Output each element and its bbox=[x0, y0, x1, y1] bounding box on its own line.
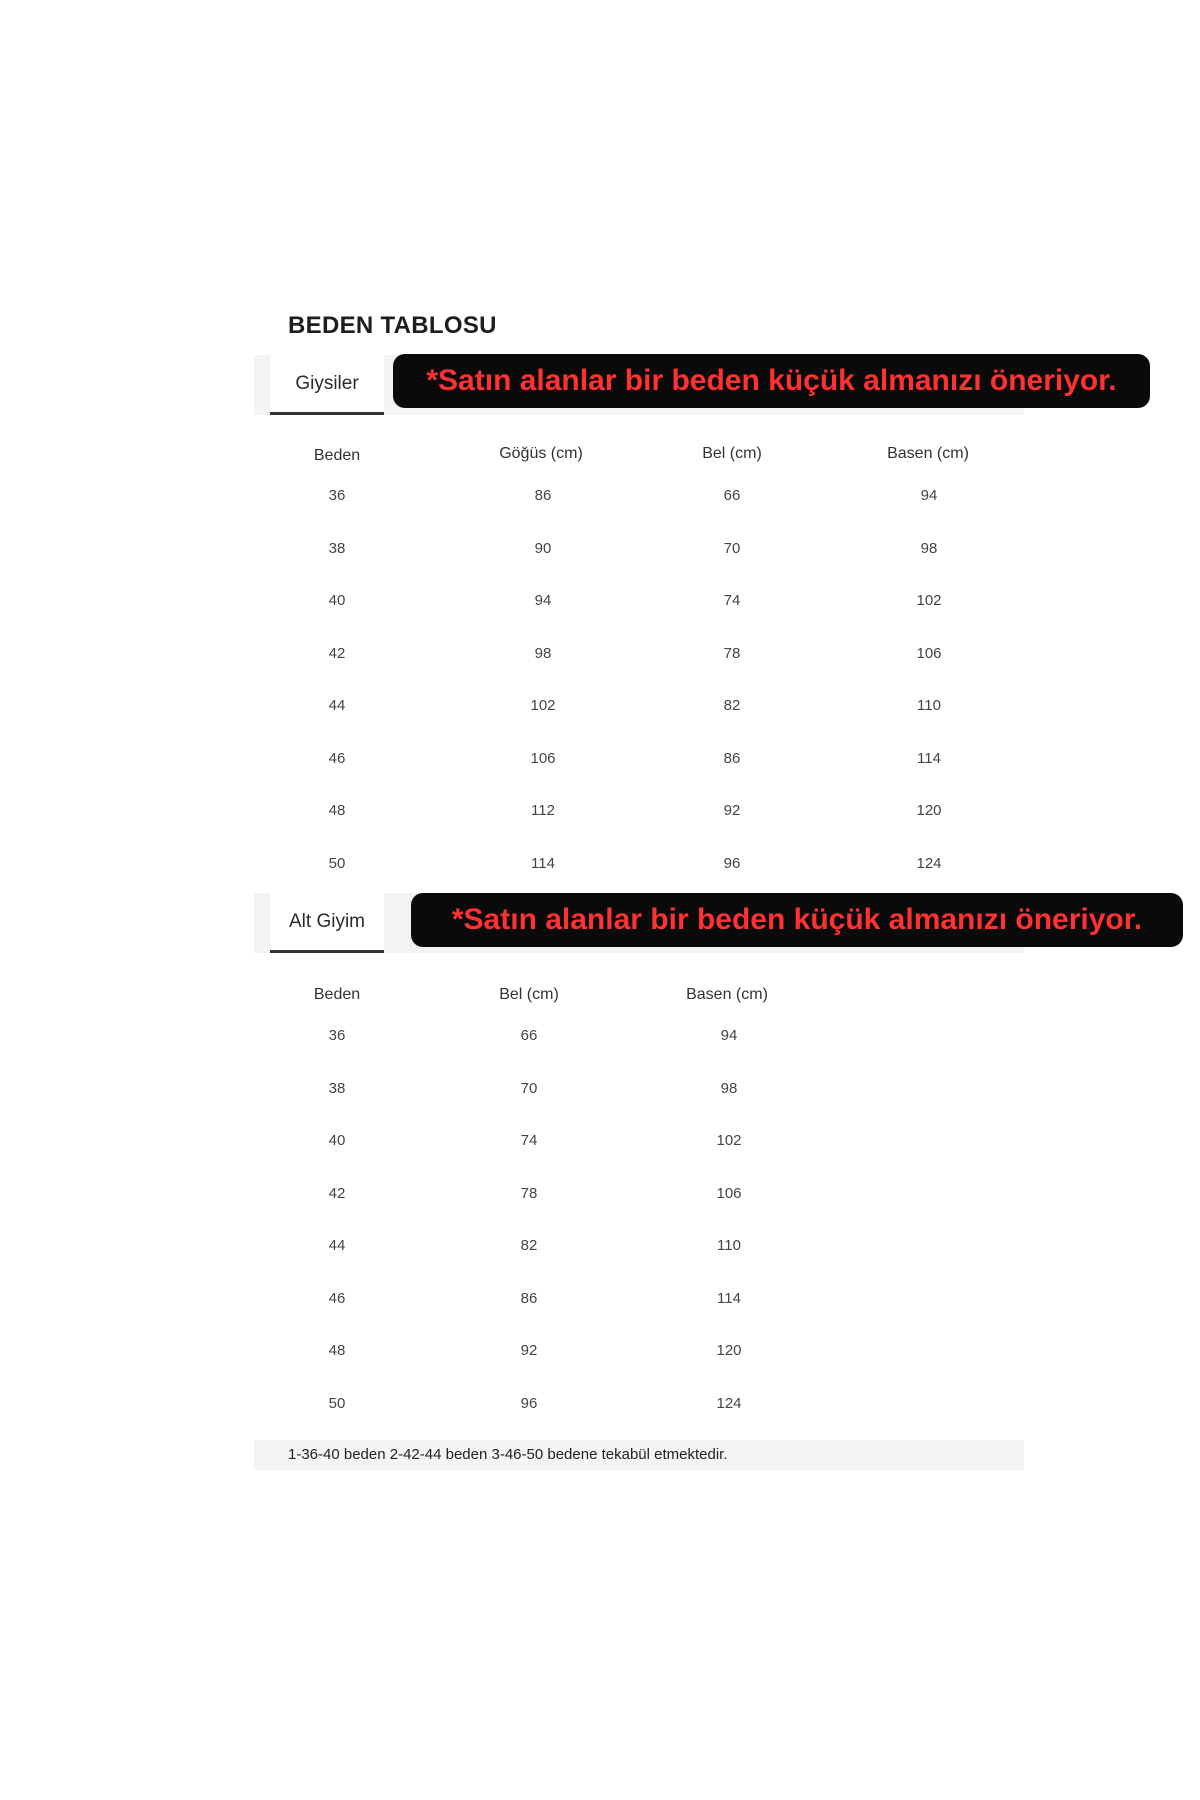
table-cell: 112 bbox=[531, 802, 555, 819]
table-cell: 66 bbox=[723, 487, 741, 504]
table-cell: 94 bbox=[534, 592, 552, 609]
page-title: BEDEN TABLOSU bbox=[288, 312, 497, 339]
table-row bbox=[0, 592, 1200, 622]
table-cell: 48 bbox=[328, 1342, 346, 1359]
header-bel: Bel (cm) bbox=[702, 445, 762, 462]
table-cell: 70 bbox=[723, 539, 741, 557]
table-cell: 78 bbox=[520, 1184, 538, 1202]
table-cell: 38 bbox=[328, 1079, 346, 1097]
table-row bbox=[0, 1290, 1200, 1320]
table-cell: 42 bbox=[328, 1184, 346, 1202]
table-cell: 86 bbox=[534, 487, 552, 504]
header-basen: Basen (cm) bbox=[887, 445, 969, 462]
table-cell: 102 bbox=[916, 592, 942, 609]
table-cell: 40 bbox=[328, 1132, 346, 1149]
table-cell: 46 bbox=[328, 1289, 346, 1307]
table-cell: 50 bbox=[328, 854, 346, 872]
table-cell: 98 bbox=[534, 644, 552, 662]
table-cell: 42 bbox=[328, 644, 346, 662]
table-cell: 48 bbox=[328, 802, 346, 819]
table-cell: 102 bbox=[530, 697, 556, 714]
table-cell: 36 bbox=[328, 1027, 346, 1044]
header-beden: Beden bbox=[313, 986, 361, 1003]
table-cell: 50 bbox=[328, 1394, 346, 1412]
table-cell: 86 bbox=[520, 1289, 538, 1307]
table-cell: 82 bbox=[520, 1237, 538, 1254]
table-row bbox=[0, 1132, 1200, 1162]
table-row bbox=[0, 645, 1200, 675]
table-cell: 110 bbox=[717, 1237, 741, 1254]
size-mapping-footnote: 1-36-40 beden 2-42-44 beden 3-46-50 bedene tekabül etmektedir. bbox=[254, 1440, 1024, 1470]
table-cell: 114 bbox=[917, 749, 941, 767]
table-row bbox=[0, 487, 1200, 517]
size-advice-note-giysiler: *Satın alanlar bir beden küçük almanızı öneriyor. bbox=[393, 354, 1150, 408]
table-row bbox=[0, 802, 1200, 832]
table-cell: 92 bbox=[723, 802, 741, 819]
table-row bbox=[0, 1395, 1200, 1425]
tab-giysiler[interactable]: Giysiler bbox=[270, 355, 384, 415]
table-cell: 94 bbox=[920, 487, 938, 504]
header-basen: Basen (cm) bbox=[686, 986, 768, 1003]
table-cell: 106 bbox=[916, 644, 942, 662]
table-cell: 96 bbox=[520, 1394, 538, 1412]
table-cell: 94 bbox=[720, 1027, 738, 1044]
table-cell: 86 bbox=[723, 749, 741, 767]
table-row bbox=[0, 697, 1200, 727]
table-cell: 114 bbox=[531, 854, 555, 872]
table-cell: 40 bbox=[328, 592, 346, 609]
table-cell: 98 bbox=[920, 539, 938, 557]
table-cell: 96 bbox=[723, 854, 741, 872]
table-row bbox=[0, 1080, 1200, 1110]
table-cell: 78 bbox=[723, 644, 741, 662]
table-cell: 74 bbox=[520, 1132, 538, 1149]
table-row bbox=[0, 750, 1200, 780]
table-row bbox=[0, 1185, 1200, 1215]
table-cell: 102 bbox=[716, 1132, 742, 1149]
table-row bbox=[0, 1342, 1200, 1372]
size-advice-note-alt-giyim: *Satın alanlar bir beden küçük almanızı öneriyor. bbox=[411, 893, 1183, 947]
table-cell: 92 bbox=[520, 1342, 538, 1359]
table-cell: 90 bbox=[534, 539, 552, 557]
table-cell: 106 bbox=[716, 1184, 742, 1202]
table-cell: 120 bbox=[916, 802, 942, 819]
table-row bbox=[0, 1027, 1200, 1057]
table-row bbox=[0, 1237, 1200, 1267]
table-cell: 44 bbox=[328, 697, 346, 714]
table-cell: 124 bbox=[716, 1394, 742, 1412]
table-cell: 74 bbox=[723, 592, 741, 609]
table-cell: 70 bbox=[520, 1079, 538, 1097]
table-cell: 124 bbox=[916, 854, 942, 872]
table-cell: 44 bbox=[328, 1237, 346, 1254]
tab-alt-giyim[interactable]: Alt Giyim bbox=[270, 893, 384, 953]
table-cell: 98 bbox=[720, 1079, 738, 1097]
header-bel: Bel (cm) bbox=[499, 986, 559, 1003]
table-row bbox=[0, 855, 1200, 885]
table-cell: 66 bbox=[520, 1027, 538, 1044]
table-row bbox=[0, 540, 1200, 570]
table-cell: 38 bbox=[328, 539, 346, 557]
header-beden: Beden bbox=[313, 447, 361, 464]
table-cell: 114 bbox=[717, 1289, 741, 1307]
table-cell: 46 bbox=[328, 749, 346, 767]
table-cell: 82 bbox=[723, 697, 741, 714]
table-cell: 120 bbox=[716, 1342, 742, 1359]
header-gogus: Göğüs (cm) bbox=[499, 445, 583, 462]
table-cell: 106 bbox=[530, 749, 556, 767]
table-cell: 110 bbox=[917, 697, 941, 714]
table-cell: 36 bbox=[328, 487, 346, 504]
